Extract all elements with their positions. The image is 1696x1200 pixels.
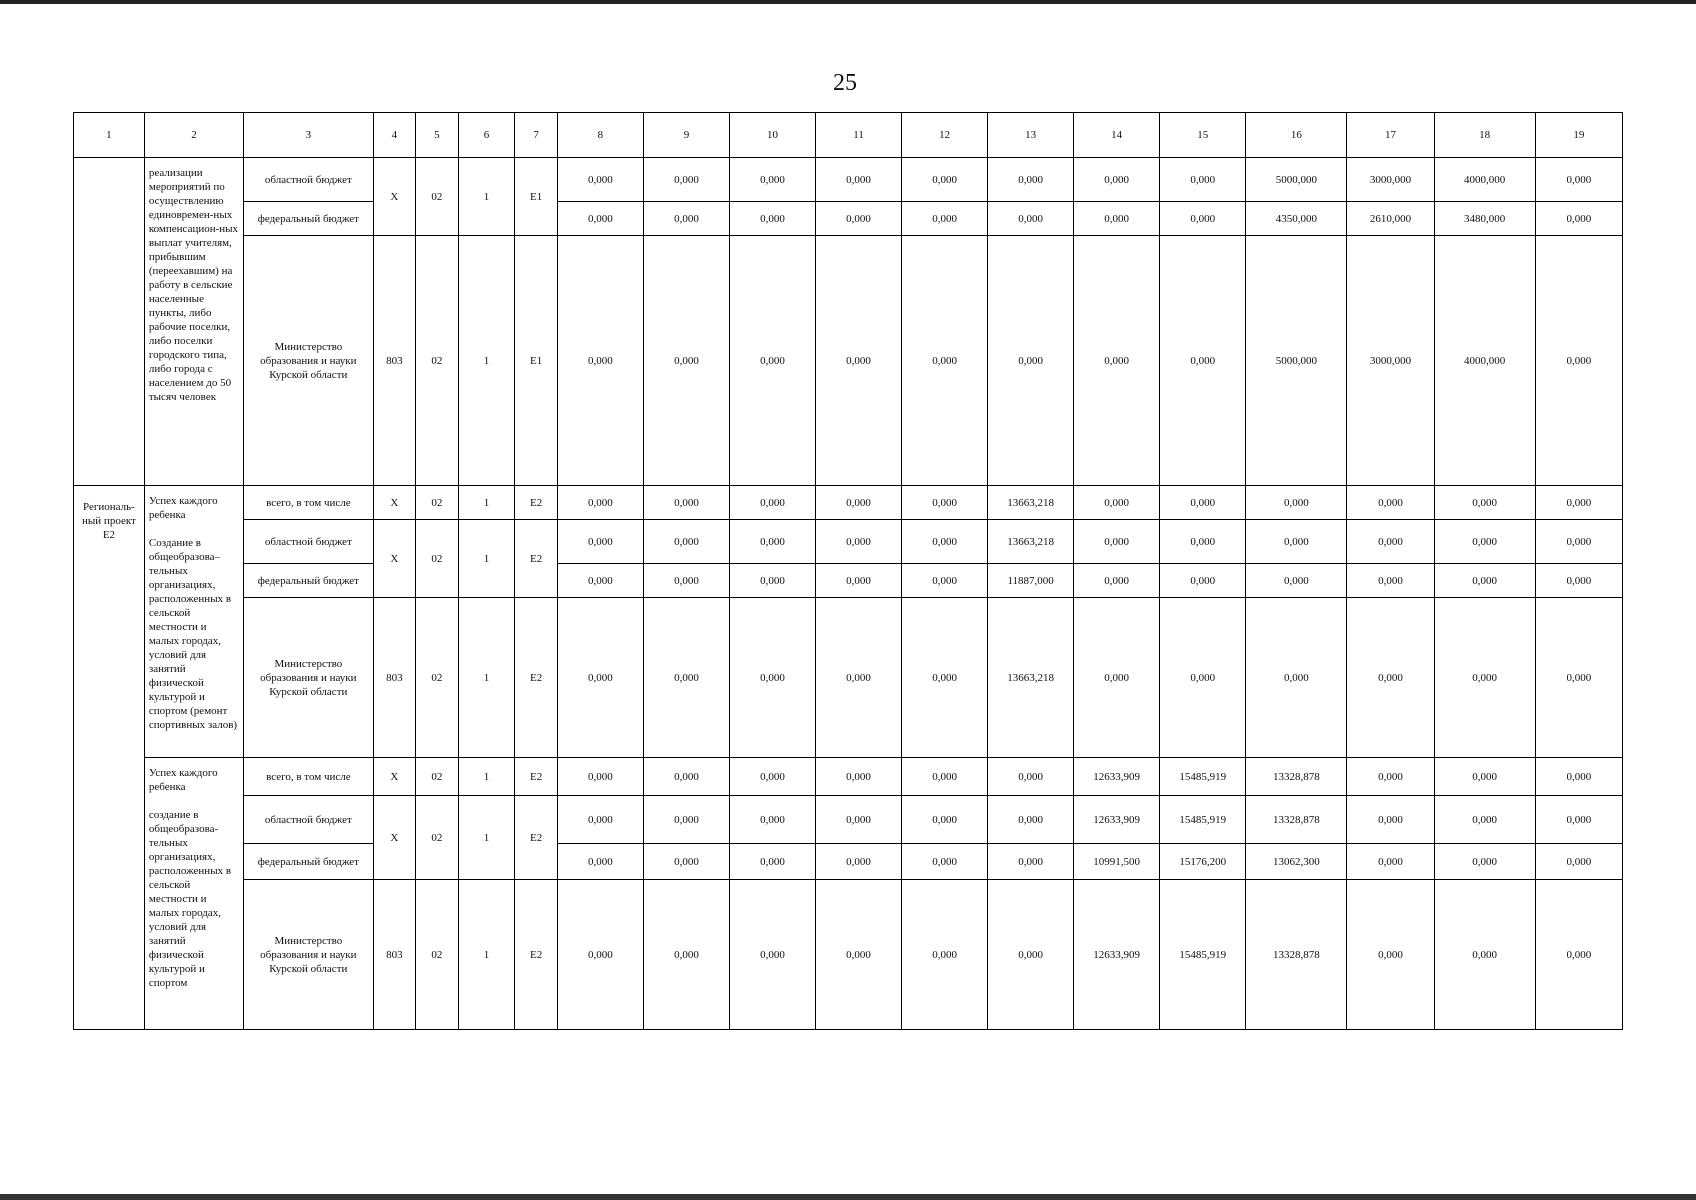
code-c4: X [373, 796, 416, 880]
funding-source: областной бюджет [244, 520, 374, 564]
value-cell: 15485,919 [1160, 796, 1246, 844]
code-c5: 02 [416, 236, 459, 486]
table-row [74, 844, 1623, 880]
value-cell: 0,000 [1535, 844, 1622, 880]
value-cell: 0,000 [1347, 880, 1434, 1030]
value-cell: 0,000 [816, 844, 902, 880]
code-c5: 02 [416, 486, 459, 520]
header-cell: 4 [373, 113, 416, 158]
value-cell: 5000,000 [1246, 236, 1347, 486]
value-cell: 0,000 [557, 202, 643, 236]
value-cell: 0,000 [1160, 236, 1246, 486]
value-cell: 0,000 [1074, 486, 1160, 520]
value-cell: 0,000 [816, 796, 902, 844]
value-cell: 0,000 [643, 236, 729, 486]
value-cell: 0,000 [1535, 796, 1622, 844]
value-cell: 0,000 [1347, 520, 1434, 564]
value-cell: 0,000 [729, 880, 815, 1030]
code-c5: 02 [416, 520, 459, 598]
code-c4: X [373, 486, 416, 520]
value-cell: 0,000 [729, 486, 815, 520]
value-cell: 0,000 [643, 880, 729, 1030]
value-cell: 0,000 [557, 564, 643, 598]
value-cell: 5000,000 [1246, 158, 1347, 202]
value-cell: 0,000 [902, 520, 988, 564]
value-cell: 0,000 [643, 758, 729, 796]
value-cell: 12633,909 [1074, 796, 1160, 844]
value-cell: 0,000 [1535, 520, 1622, 564]
value-cell: 0,000 [643, 202, 729, 236]
value-cell: 0,000 [988, 236, 1074, 486]
code-c6: 1 [458, 796, 515, 880]
header-cell: 6 [458, 113, 515, 158]
value-cell: 0,000 [1434, 598, 1535, 758]
code-c7: E2 [515, 796, 558, 880]
code-c6: 1 [458, 520, 515, 598]
value-cell: 0,000 [1347, 486, 1434, 520]
value-cell: 0,000 [816, 158, 902, 202]
value-cell: 0,000 [643, 796, 729, 844]
value-cell: 0,000 [643, 520, 729, 564]
measure-description: реализации мероприятий по осуществлению единовремен-ных компенсацион-ных выплат учителям, прибывшим (переехавшим) на работу в сельские населенные пункты, либо рабочие поселки, либо поселки городского типа, либо города с населением до 50 тысяч человек [144, 158, 243, 486]
value-cell: 0,000 [729, 598, 815, 758]
value-cell: 13663,218 [988, 598, 1074, 758]
value-cell: 0,000 [1074, 564, 1160, 598]
code-c7: E2 [515, 520, 558, 598]
code-c5: 02 [416, 796, 459, 880]
value-cell: 0,000 [1246, 486, 1347, 520]
value-cell: 3000,000 [1347, 236, 1434, 486]
value-cell: 15176,200 [1160, 844, 1246, 880]
value-cell: 0,000 [557, 598, 643, 758]
header-cell: 8 [557, 113, 643, 158]
funding-source: областной бюджет [244, 158, 374, 202]
value-cell: 0,000 [988, 880, 1074, 1030]
value-cell: 0,000 [1434, 520, 1535, 564]
funding-source: областной бюджет [244, 796, 374, 844]
value-cell: 0,000 [1535, 202, 1622, 236]
value-cell: 0,000 [1535, 564, 1622, 598]
value-cell: 0,000 [816, 520, 902, 564]
value-cell: 0,000 [816, 486, 902, 520]
value-cell: 0,000 [1347, 844, 1434, 880]
code-c6: 1 [458, 880, 515, 1030]
value-cell: 0,000 [1535, 236, 1622, 486]
funding-source: федеральный бюджет [244, 202, 374, 236]
funding-source: федеральный бюджет [244, 564, 374, 598]
value-cell: 4000,000 [1434, 236, 1535, 486]
value-cell: 0,000 [1160, 564, 1246, 598]
value-cell: 0,000 [557, 796, 643, 844]
code-c6: 1 [458, 486, 515, 520]
value-cell: 0,000 [1347, 758, 1434, 796]
value-cell: 3480,000 [1434, 202, 1535, 236]
value-cell: 13328,878 [1246, 758, 1347, 796]
regional-project-label: Региональ-ный проект E2 [74, 486, 145, 1030]
funding-source-total: всего, в том числе [244, 758, 374, 796]
value-cell: 0,000 [643, 844, 729, 880]
header-cell: 10 [729, 113, 815, 158]
value-cell: 0,000 [902, 564, 988, 598]
header-cell: 19 [1535, 113, 1622, 158]
funding-source: Министерство образования и науки Курской области [244, 880, 374, 1030]
value-cell: 0,000 [1535, 758, 1622, 796]
table-row [74, 202, 1623, 236]
header-cell: 7 [515, 113, 558, 158]
code-c4: 803 [373, 236, 416, 486]
table-row [74, 758, 1623, 796]
project-cell-empty [74, 158, 145, 486]
value-cell: 0,000 [1160, 158, 1246, 202]
header-cell: 2 [144, 113, 243, 158]
code-c7: E1 [515, 236, 558, 486]
header-cell: 16 [1246, 113, 1347, 158]
code-c6: 1 [458, 158, 515, 236]
value-cell: 0,000 [1434, 486, 1535, 520]
value-cell: 0,000 [729, 844, 815, 880]
scan-edge-top [0, 0, 1696, 4]
value-cell: 0,000 [1535, 158, 1622, 202]
table-row [74, 236, 1623, 486]
funding-source: федеральный бюджет [244, 844, 374, 880]
value-cell: 13663,218 [988, 520, 1074, 564]
value-cell: 0,000 [1434, 844, 1535, 880]
header-cell: 18 [1434, 113, 1535, 158]
value-cell: 0,000 [1347, 564, 1434, 598]
value-cell: 0,000 [729, 758, 815, 796]
value-cell: 0,000 [816, 598, 902, 758]
value-cell: 0,000 [1535, 486, 1622, 520]
code-c4: X [373, 758, 416, 796]
table-row [74, 486, 1623, 520]
value-cell: 0,000 [643, 158, 729, 202]
code-c4: X [373, 520, 416, 598]
value-cell: 0,000 [1074, 202, 1160, 236]
header-cell: 17 [1347, 113, 1434, 158]
funding-source: Министерство образования и науки Курской области [244, 236, 374, 486]
table-row [74, 158, 1623, 202]
value-cell: 0,000 [1074, 598, 1160, 758]
value-cell: 3000,000 [1347, 158, 1434, 202]
value-cell: 0,000 [1074, 158, 1160, 202]
value-cell: 0,000 [557, 880, 643, 1030]
value-cell: 0,000 [816, 564, 902, 598]
value-cell: 0,000 [902, 236, 988, 486]
header-cell: 14 [1074, 113, 1160, 158]
value-cell: 2610,000 [1347, 202, 1434, 236]
value-cell: 0,000 [902, 158, 988, 202]
code-c6: 1 [458, 598, 515, 758]
value-cell: 0,000 [1347, 796, 1434, 844]
header-cell: 15 [1160, 113, 1246, 158]
header-cell: 12 [902, 113, 988, 158]
table-row [74, 520, 1623, 564]
funding-source: Министерство образования и науки Курской области [244, 598, 374, 758]
code-c6: 1 [458, 758, 515, 796]
code-c7: E2 [515, 880, 558, 1030]
value-cell: 0,000 [1246, 598, 1347, 758]
header-cell: 1 [74, 113, 145, 158]
budget-table [73, 112, 1623, 1030]
value-cell: 13663,218 [988, 486, 1074, 520]
value-cell: 12633,909 [1074, 880, 1160, 1030]
value-cell: 0,000 [902, 880, 988, 1030]
code-c5: 02 [416, 880, 459, 1030]
code-c4: 803 [373, 598, 416, 758]
value-cell: 0,000 [902, 758, 988, 796]
code-c7: E2 [515, 486, 558, 520]
value-cell: 13328,878 [1246, 880, 1347, 1030]
value-cell: 0,000 [729, 202, 815, 236]
value-cell: 0,000 [1434, 564, 1535, 598]
value-cell: 0,000 [729, 236, 815, 486]
value-cell: 0,000 [1246, 564, 1347, 598]
value-cell: 0,000 [988, 796, 1074, 844]
value-cell: 0,000 [557, 844, 643, 880]
value-cell: 0,000 [1160, 520, 1246, 564]
value-cell: 0,000 [816, 758, 902, 796]
value-cell: 0,000 [816, 880, 902, 1030]
value-cell: 0,000 [988, 758, 1074, 796]
value-cell: 0,000 [1434, 880, 1535, 1030]
value-cell: 10991,500 [1074, 844, 1160, 880]
header-row [74, 113, 1623, 158]
value-cell: 0,000 [816, 236, 902, 486]
table-row [74, 880, 1623, 1030]
value-cell: 0,000 [1160, 202, 1246, 236]
value-cell: 0,000 [1434, 796, 1535, 844]
value-cell: 0,000 [557, 236, 643, 486]
value-cell: 0,000 [902, 844, 988, 880]
value-cell: 0,000 [643, 564, 729, 598]
value-cell: 11887,000 [988, 564, 1074, 598]
measure-description: Успех каждого ребенка Создание в общеобразова–тельных организациях, расположенных в сельской местности и малых городах, условий для занятий физической культурой и спортом (ремонт спортивных залов) [144, 486, 243, 758]
value-cell: 0,000 [902, 486, 988, 520]
code-c4: 803 [373, 880, 416, 1030]
value-cell: 0,000 [729, 520, 815, 564]
value-cell: 0,000 [988, 202, 1074, 236]
header-cell: 5 [416, 113, 459, 158]
page-number: 25 [833, 70, 857, 96]
value-cell: 0,000 [1074, 236, 1160, 486]
code-c4: X [373, 158, 416, 236]
value-cell: 13328,878 [1246, 796, 1347, 844]
code-c6: 1 [458, 236, 515, 486]
value-cell: 0,000 [557, 520, 643, 564]
header-cell: 3 [244, 113, 374, 158]
table-row [74, 796, 1623, 844]
code-c7: E1 [515, 158, 558, 236]
value-cell: 0,000 [1347, 598, 1434, 758]
value-cell: 0,000 [557, 158, 643, 202]
value-cell: 0,000 [729, 158, 815, 202]
value-cell: 0,000 [1160, 598, 1246, 758]
value-cell: 0,000 [1535, 880, 1622, 1030]
value-cell: 0,000 [816, 202, 902, 236]
value-cell: 4350,000 [1246, 202, 1347, 236]
value-cell: 0,000 [1535, 598, 1622, 758]
scan-edge-bottom [0, 1194, 1696, 1200]
funding-source-total: всего, в том числе [244, 486, 374, 520]
value-cell: 0,000 [1434, 758, 1535, 796]
value-cell: 0,000 [902, 796, 988, 844]
value-cell: 0,000 [988, 158, 1074, 202]
value-cell: 0,000 [988, 844, 1074, 880]
value-cell: 0,000 [902, 202, 988, 236]
code-c7: E2 [515, 758, 558, 796]
header-cell: 13 [988, 113, 1074, 158]
header-cell: 11 [816, 113, 902, 158]
table-row [74, 564, 1623, 598]
value-cell: 0,000 [1160, 486, 1246, 520]
value-cell: 4000,000 [1434, 158, 1535, 202]
value-cell: 15485,919 [1160, 758, 1246, 796]
header-cell: 9 [643, 113, 729, 158]
value-cell: 0,000 [1246, 520, 1347, 564]
value-cell: 0,000 [557, 758, 643, 796]
code-c5: 02 [416, 598, 459, 758]
code-c5: 02 [416, 758, 459, 796]
value-cell: 0,000 [1074, 520, 1160, 564]
value-cell: 15485,919 [1160, 880, 1246, 1030]
value-cell: 0,000 [729, 796, 815, 844]
value-cell: 0,000 [643, 486, 729, 520]
measure-description: Успех каждого ребенка создание в общеобразова-тельных организациях, расположенных в сельской местности и малых городах, условий для занятий физической культурой и спортом [144, 758, 243, 1030]
value-cell: 13062,300 [1246, 844, 1347, 880]
table-row [74, 598, 1623, 758]
value-cell: 0,000 [643, 598, 729, 758]
code-c7: E2 [515, 598, 558, 758]
value-cell: 12633,909 [1074, 758, 1160, 796]
code-c5: 02 [416, 158, 459, 236]
value-cell: 0,000 [557, 486, 643, 520]
value-cell: 0,000 [902, 598, 988, 758]
value-cell: 0,000 [729, 564, 815, 598]
